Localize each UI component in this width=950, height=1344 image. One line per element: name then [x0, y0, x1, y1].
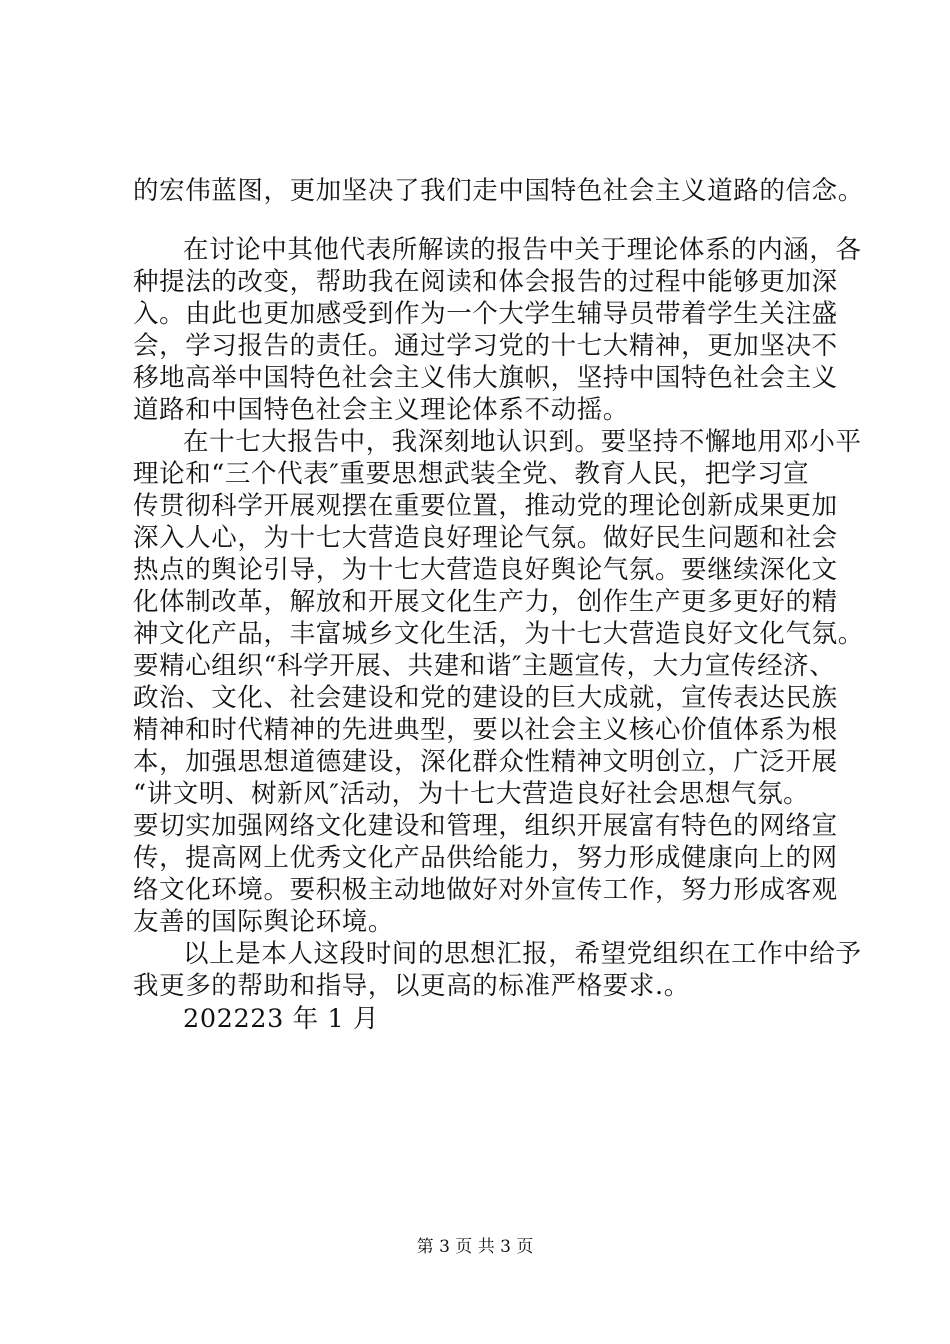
text-line: 要切实加强网络文化建设和管理，组织开展富有特色的网络宣	[133, 811, 838, 841]
text-line: 种提法的改变，帮助我在阅读和体会报告的过程中能够更加深	[133, 267, 838, 297]
text-line: 要精心组织“科学开展、共建和谐″主题宣传，大力宣传经济、	[133, 651, 836, 681]
text-line: 移地高举中国特色社会主义伟大旗帜，坚持中国特色社会主义	[133, 363, 838, 393]
text-line: 深入人心，为十七大营造良好理论气氛。做好民生问题和社会	[133, 523, 838, 553]
text-line: 理论和“三个代表″重要思想武装全党、教育人民，把学习宣	[133, 459, 810, 489]
text-line: 会，学习报告的责任。通过学习党的十七大精神，更加坚决不	[133, 331, 838, 361]
page-number-footer: 第 3 页 共 3 页	[416, 1237, 534, 1257]
text-line: 传，提高网上优秀文化产品供给能力，努力形成健康向上的网	[133, 843, 838, 873]
text-line: 热点的舆论引导，为十七大营造良好舆论气氛。要继续深化文	[133, 555, 838, 585]
text-line: 政治、文化、社会建设和党的建设的巨大成就，宣传表达民族	[133, 683, 838, 713]
text-line: 络文化环境。要积极主动地做好对外宣传工作，努力形成客观	[133, 875, 838, 905]
text-line: 我更多的帮助和指导，以更高的标准严格要求.。	[133, 971, 690, 1001]
text-line: 传贯彻科学开展观摆在重要位置，推动党的理论创新成果更加	[133, 491, 838, 521]
date-line: 202223 年 1 月	[183, 1004, 380, 1034]
text-line: 在讨论中其他代表所解读的报告中关于理论体系的内涵，各	[183, 235, 862, 265]
text-line: 精神和时代精神的先进典型，要以社会主义核心价值体系为根	[133, 715, 838, 745]
text-line: 以上是本人这段时间的思想汇报，希望党组织在工作中给予	[183, 939, 862, 969]
text-line: 本，加强思想道德建设，深化群众性精神文明创立，广泛开展	[133, 747, 838, 777]
text-line: 道路和中国特色社会主义理论体系不动摇。	[133, 395, 629, 425]
text-line: 在十七大报告中，我深刻地认识到。要坚持不懈地用邓小平	[183, 427, 862, 457]
text-line: 神文化产品，丰富城乡文化生活，为十七大营造良好文化气氛。	[133, 619, 864, 649]
text-line: “讲文明、树新风″活动，为十七大营造良好社会思想气氛。	[133, 779, 810, 809]
text-line: 化体制改革，解放和开展文化生产力，创作生产更多更好的精	[133, 587, 838, 617]
text-line: 友善的国际舆论环境。	[133, 907, 395, 937]
text-line: 入。由此也更加感受到作为一个大学生辅导员带着学生关注盛	[133, 299, 838, 329]
text-line: 的宏伟蓝图，更加坚决了我们走中国特色社会主义道路的信念。	[133, 176, 864, 206]
